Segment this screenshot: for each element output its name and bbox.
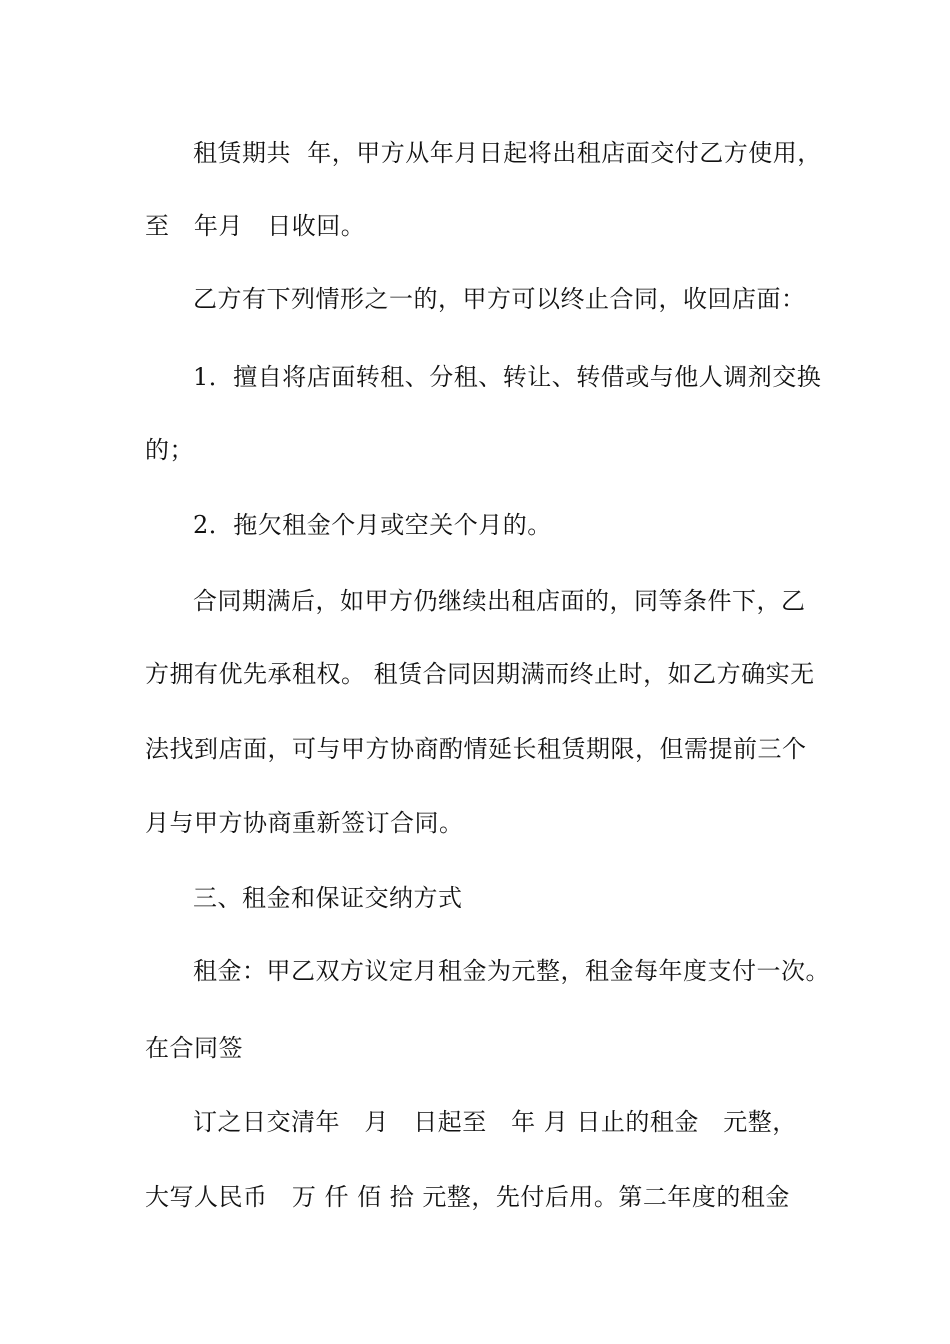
paragraph-line: 合同期满后，如甲方仍继续出租店面的，同等条件下，乙 bbox=[193, 587, 806, 615]
paragraph-line: 乙方有下列情形之一的，甲方可以终止合同，收回店面： bbox=[193, 285, 806, 313]
paragraph-line: 月与甲方协商重新签订合同。 bbox=[145, 809, 464, 837]
paragraph-line: 大写人民币 万 仟 佰 拾 元整，先付后用。第二年度的租金 bbox=[145, 1183, 790, 1211]
paragraph-line: 在合同签 bbox=[145, 1034, 243, 1062]
paragraph-line: 法找到店面，可与甲方协商酌情延长租赁期限，但需提前三个 bbox=[145, 735, 807, 763]
paragraph-line: 至 年月 日收回。 bbox=[145, 212, 366, 240]
paragraph-line: 2．拖欠租金个月或空关个月的。 bbox=[193, 511, 552, 539]
paragraph-line: 1．擅自将店面转租、分租、转让、转借或与他人调剂交换 bbox=[193, 363, 822, 391]
paragraph-line: 方拥有优先承租权。 租赁合同因期满而终止时，如乙方确实无 bbox=[145, 660, 815, 688]
paragraph-line: 租金：甲乙双方议定月租金为元整，租金每年度支付一次。 bbox=[193, 957, 830, 985]
paragraph-line: 租赁期共 年，甲方从年月日起将出租店面交付乙方使用， bbox=[193, 139, 822, 167]
paragraph-line: 订之日交清年 月 日起至 年 月 日止的租金 元整， bbox=[193, 1108, 797, 1136]
paragraph-line: 的； bbox=[145, 436, 194, 464]
section-heading: 三、租金和保证交纳方式 bbox=[193, 884, 463, 912]
